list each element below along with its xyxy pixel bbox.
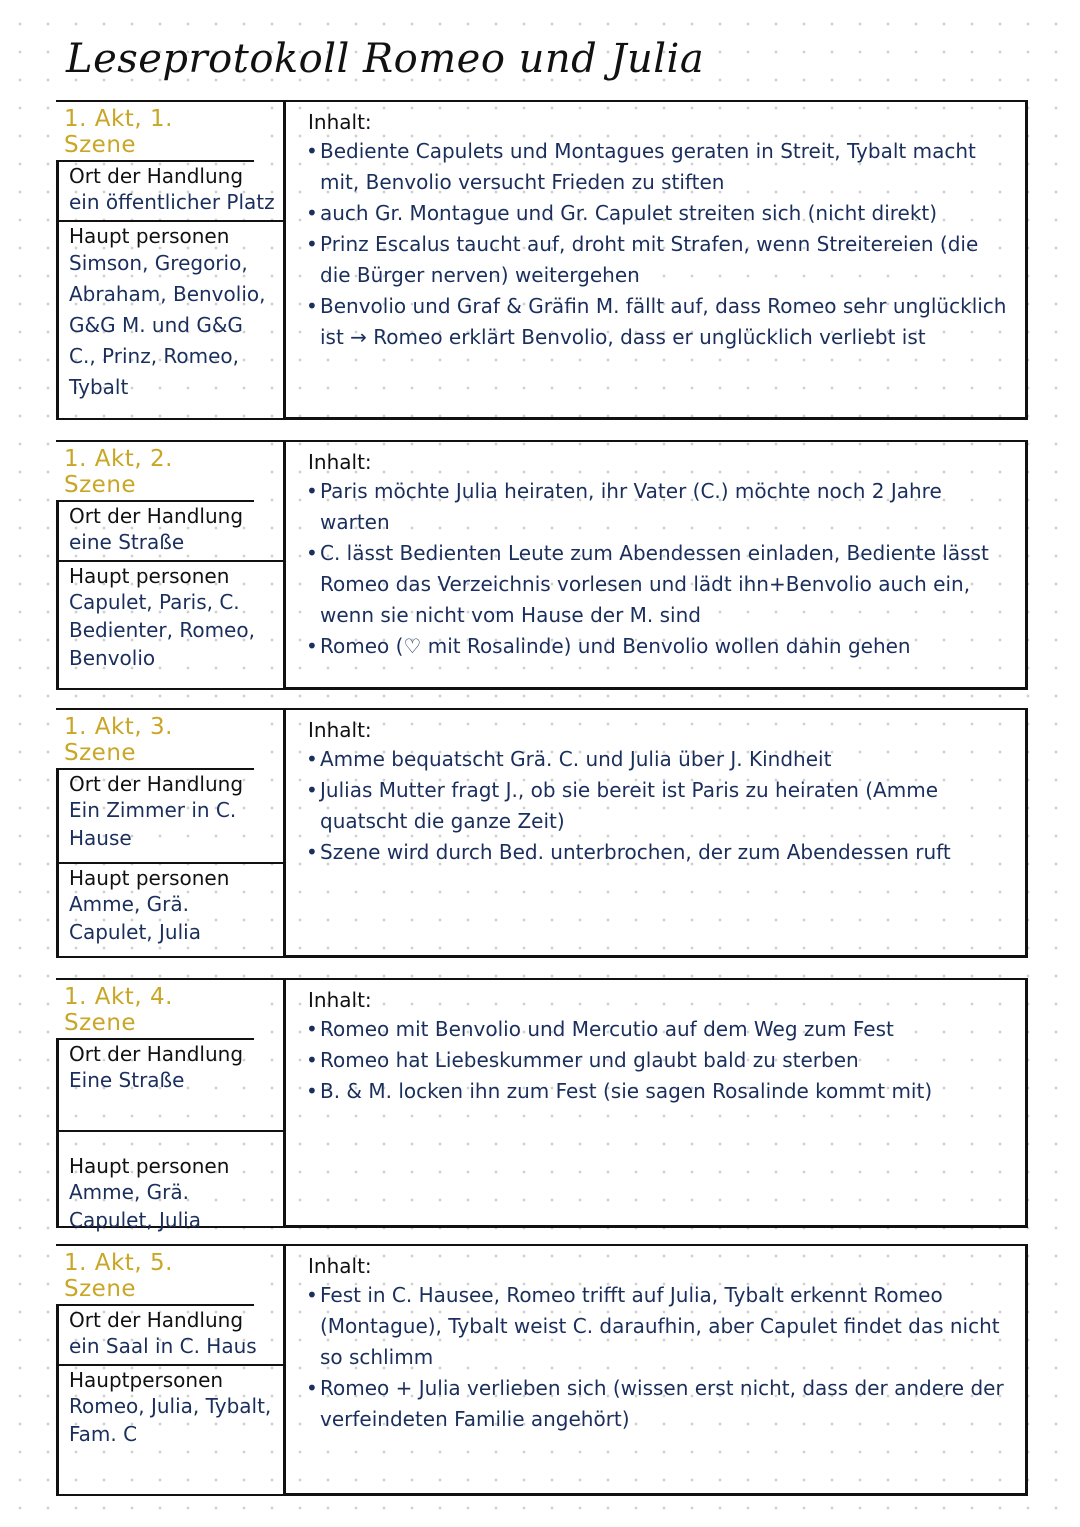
ort-label: Ort der Handlung [69,772,244,796]
ort-section [59,162,283,222]
inhalt-item: • Bediente Capulets und Montagues geraten in Streit, Tybalt macht mit, Benvolio versucht Frieden zu stiften [308,136,1015,198]
personen-label: Haupt personen [69,866,230,890]
ort-label: Ort der Handlung [69,504,244,528]
ort-label: Ort der Handlung [69,164,244,188]
inhalt-item: • Prinz Escalus taucht auf, droht mit Strafen, wenn Streitereien (die die Bürger nerven) weitergehen [308,229,1015,291]
inhalt-panel [286,708,1028,958]
inhalt-item: • auch Gr. Montague und Gr. Capulet streiten sich (nicht direkt) [308,198,1015,229]
personen-value: Amme, Grä. Capulet, Julia [69,1180,201,1232]
ort-value: Eine Straße [69,1068,185,1092]
scene-title: 1. Akt, 1. Szene [56,102,254,162]
personen-value: Amme, Grä. Capulet, Julia [69,892,201,944]
scene-card [56,978,1028,1232]
personen-section [59,562,283,672]
personen-section [59,864,283,946]
inhalt-list [308,476,1015,662]
scene-title: 1. Akt, 5. Szene [56,1246,254,1306]
inhalt-item: • Paris möchte Julia heiraten, ihr Vater (C.) möchte noch 2 Jahre warten [308,476,1015,538]
ort-section [59,770,283,864]
inhalt-list [308,136,1015,353]
inhalt-item: • B. & M. locken ihn zum Fest (sie sagen Rosalinde kommt mit) [308,1076,1015,1107]
inhalt-panel [286,978,1028,1228]
inhalt-label: Inhalt: [308,110,372,134]
scene-card [56,1244,1028,1496]
inhalt-item: • Szene wird durch Bed. unterbrochen, der zum Abendessen ruft [308,837,1015,868]
personen-value: Simson, Gregorio, Abraham, Benvolio, G&G M. und G&G C., Prinz, Romeo, Tybalt [69,251,266,399]
inhalt-item: • Romeo hat Liebeskummer und glaubt bald zu sterben [308,1045,1015,1076]
inhalt-panel [286,440,1028,690]
inhalt-item: • Romeo mit Benvolio und Mercutio auf dem Weg zum Fest [308,1014,1015,1045]
personen-value: Capulet, Paris, C. Bedienter, Romeo, Benvolio [69,590,255,670]
inhalt-item: • Romeo (♡ mit Rosalinde) und Benvolio wollen dahin gehen [308,631,1015,662]
scene-info-panel [56,100,286,420]
scene-info-panel [56,440,286,690]
scene-card [56,440,1028,690]
inhalt-list [308,1014,1015,1107]
personen-section [59,1366,283,1448]
inhalt-label: Inhalt: [308,1254,372,1278]
scene-info-panel [56,708,286,958]
inhalt-label: Inhalt: [308,988,372,1012]
inhalt-item: • Benvolio und Graf & Gräfin M. fällt auf, dass Romeo sehr unglücklich ist → Romeo erklärt Benvolio, dass er unglücklich verliebt ist [308,291,1015,353]
inhalt-panel [286,1244,1028,1496]
scene-title: 1. Akt, 2. Szene [56,442,254,502]
inhalt-label: Inhalt: [308,450,372,474]
personen-label: Hauptpersonen [69,1368,224,1392]
inhalt-item: • Julias Mutter fragt J., ob sie bereit ist Paris zu heiraten (Amme quatscht die ganze Zeit) [308,775,1015,837]
scene-card [56,100,1028,420]
inhalt-panel [286,100,1028,420]
page-title: Leseprotokoll Romeo und Julia [66,36,705,82]
ort-label: Ort der Handlung [69,1308,244,1332]
personen-value: Romeo, Julia, Tybalt, Fam. C [69,1394,272,1446]
ort-label: Ort der Handlung [69,1042,244,1066]
inhalt-label: Inhalt: [308,718,372,742]
personen-label: Haupt personen [69,1154,230,1178]
scene-title: 1. Akt, 4. Szene [56,980,254,1040]
scene-card [56,708,1028,958]
scene-info-panel [56,978,286,1232]
ort-value: Ein Zimmer in C. Hause [69,798,237,850]
personen-label: Haupt personen [69,224,230,248]
personen-section [59,222,283,403]
inhalt-item: • Amme bequatscht Grä. C. und Julia über J. Kindheit [308,744,1015,775]
ort-section [59,502,283,562]
scene-title: 1. Akt, 3. Szene [56,710,254,770]
personen-label: Haupt personen [69,564,230,588]
ort-value: ein öffentlicher Platz [69,190,275,214]
inhalt-item: • C. lässt Bedienten Leute zum Abendessen einladen, Bediente lässt Romeo das Verzeichnis vorlesen und lädt ihn+Benvolio auch ein, wenn sie nicht vom Hause der M. sind [308,538,1015,631]
ort-value: ein Saal in C. Haus [69,1334,257,1358]
ort-value: eine Straße [69,530,185,554]
inhalt-item: • Fest in C. Hausee, Romeo trifft auf Julia, Tybalt erkennt Romeo (Montague), Tybalt weist C. daraufhin, aber Capulet findet das nicht so schlimm [308,1280,1015,1373]
inhalt-item: • Romeo + Julia verlieben sich (wissen erst nicht, dass der andere der verfeindeten Familie angehört) [308,1373,1015,1435]
ort-section [59,1306,283,1366]
inhalt-list [308,1280,1015,1435]
scene-info-panel [56,1244,286,1496]
personen-section [59,1132,283,1234]
ort-section [59,1040,283,1132]
inhalt-list [308,744,1015,868]
